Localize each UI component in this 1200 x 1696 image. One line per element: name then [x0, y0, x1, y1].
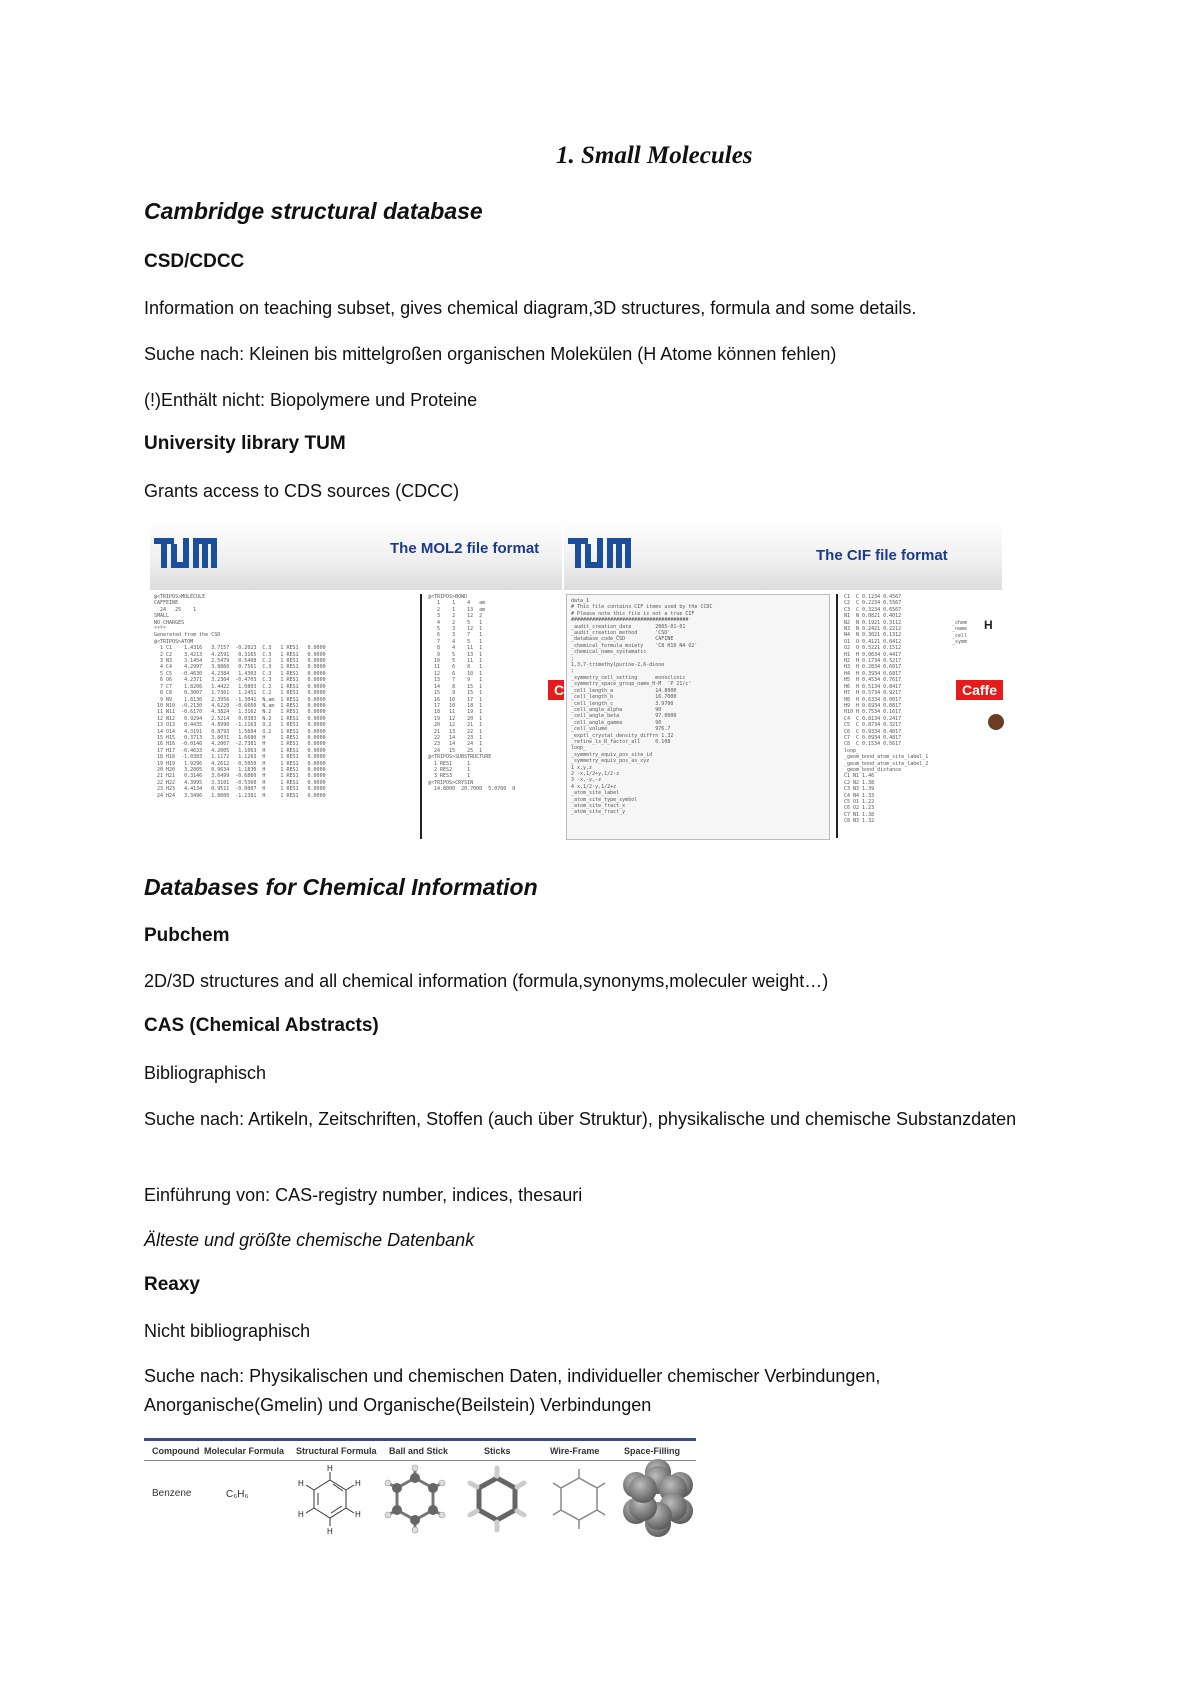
tum-logo-icon	[568, 532, 632, 574]
header-structural-formula: Structural Formula	[296, 1446, 377, 1456]
benzene-representation-table	[144, 1438, 696, 1538]
structural-formula-icon	[292, 1464, 368, 1536]
cif-red-tab: Caffe	[956, 680, 1003, 700]
cif-code-right: C1 C 0.1234 0.4567 C2 C 0.2234 0.5567 C3 C 0.3234 0.6567 N1 N 0.0821 0.4012 N2 N 0.1921 0.3112 N3 N 0.2421 0.2212 N4 N 0.3021 0.1312 O1 O 0.4121 0.0412 O2 O 0.5221 0.1512 H1 H 0.0634 0.4417 H2 H 0.1734 0.5217 H3 H 0.2834 0.6017 H4 H 0.3934 0.6817 H5 H 0.4534 0.7617 H6 H 0.5134 0.8417 H7 H 0.5734 0.9217 H8 H 0.6334 0.0017 H9 H 0.6934 0.0817 H10 H 0.7534 0.1617 C4 C 0.8134 0.2417 C5 C 0.8734 0.3217 C6 C 0.9334 0.4017 C7 C 0.0934 0.4817 C8 C 0.1534 0.5617 loop_ _geom_bond_atom_site_label_1 _geom_bond_atom_site_label_2 _geom_bond_distance C1 N1 1.46 C2 N2 1.38 C3 N3 1.39 C4 N4 1.33 C5 O1 1.22 C6 O2 1.23 C7 N1 1.38 C8 N3 1.32	[844, 594, 929, 825]
cif-code-left: data_1 # This file contains CIF items used by the CCDC # Please note this file is not a true CIF ####################################### _audit_creation_date 2005-01-01 _audit_creation_method 'CSD' _database_code_CSD CAFINE _chemical_formula_moiety 'C8 H10 N4 O2' _chemical_name_systematic ; 1,3,7-trimethylpurine-2,6-dione ; _symmetry_cell_setting monoclinic _symmetry_space_group_name_H-M 'P 21/c' _cell_length_a 14.8000 _cell_length_b 16.7000 _cell_length_c 3.9700 _cell_angle_alpha 90 _cell_angle_beta 97.0000 _cell_angle_gamma 90 _cell_volume 976.7 _exptl_crystal_density_diffrn 1.32 _refine_ls_R_factor_all 0.108 loop_ _symmetry_equiv_pos_site_id _symmetry_equiv_pos_as_xyz 1 x,y,z 2 -x,1/2+y,1/2-z 3 -x,-y,-z 4 x,1/2-y,1/2+z _atom_site_label _atom_site_type_symbol _atom_site_fract_x _atom_site_fract_y	[571, 598, 713, 816]
subheading-tum-library: University library TUM	[144, 433, 346, 454]
coffee-bean-icon	[988, 714, 1004, 730]
cif-side-notes: _chem _name _cell _symm	[952, 620, 968, 646]
cell-formula: C₆H₆	[226, 1489, 249, 1500]
svg-text:H: H	[327, 1527, 333, 1536]
page-title: 1. Small Molecules	[556, 142, 753, 169]
mol2-code-right: @<TRIPOS>BOND 1 1 4 am 2 1 13 am 3 2 12 2 4 2 5 1 5 3 12 1 6 3 7 1 7 4 5 1 8 4 11 1 9 5 13 1 10 5 11 1 11 6 8 1 12 6 10 1 13 7 9 1 14 8 15 1 15 9 15 1 16 10 17 1 17 10 18 1 18 11 19 1 19 12 20 1 20 12 21 1 21 13 22 1 22 14 23 1 23 14 24 1 24 15 25 1 @<TRIPOS>SUBSTRUCTURE 1 RES1 1 2 RES2 1 3 RES3 1 @<TRIPOS>CRYSIN 14.8000 20.7000 5.0700 0	[428, 594, 516, 793]
svg-text:H: H	[355, 1479, 361, 1488]
subheading-pubchem: Pubchem	[144, 925, 230, 946]
cif-slide-title: The CIF file format	[816, 547, 948, 564]
ball-and-stick-icon	[380, 1464, 450, 1534]
svg-text:H: H	[298, 1479, 304, 1488]
svg-text:H: H	[327, 1464, 333, 1473]
svg-text:H: H	[298, 1510, 304, 1519]
mol2-divider	[420, 594, 422, 839]
cif-slide	[564, 520, 1002, 845]
paragraph-csd-excludes: (!)Enthält nicht: Biopolymere und Proteine	[144, 390, 478, 410]
paragraph-cas-intro: Einführung von: CAS-registry number, indices, thesauri	[144, 1185, 583, 1205]
subheading-cas: CAS (Chemical Abstracts)	[144, 1015, 379, 1036]
header-wire-frame: Wire-Frame	[550, 1446, 600, 1456]
cif-hint: H	[984, 618, 993, 632]
file-format-slides-image	[150, 520, 1002, 845]
paragraph-reaxy-biblio: Nicht bibliographisch	[144, 1321, 311, 1341]
paragraph-pubchem: 2D/3D structures and all chemical information (formula,synonyms,moleculer weight…)	[144, 971, 829, 991]
mol2-slide-title: The MOL2 file format	[390, 540, 540, 557]
header-molecular-formula: Molecular Formula	[204, 1446, 285, 1456]
paragraph-csd-info: Information on teaching subset, gives chemical diagram,3D structures, formula and some details.	[144, 298, 917, 318]
subheading-csd-cdcc: CSD/CDCC	[144, 251, 245, 272]
header-compound: Compound	[152, 1446, 200, 1456]
paragraph-cas-oldest: Älteste und größte chemische Datenbank	[144, 1230, 475, 1250]
paragraph-reaxy-search: Suche nach: Physikalischen und chemischen Daten, individueller chemischer Verbindungen, Anorganische(Gmelin) und Organische(Beilstein) Verbindungen	[144, 1366, 881, 1415]
table-top-rule	[144, 1438, 696, 1441]
cif-editor-panel	[566, 594, 830, 840]
header-space-filling: Space-Filling	[624, 1446, 681, 1456]
section-heading-csd: Cambridge structural database	[144, 198, 483, 224]
header-ball-and-stick: Ball and Stick	[389, 1446, 449, 1456]
header-sticks: Sticks	[484, 1446, 511, 1456]
svg-text:H: H	[355, 1510, 361, 1519]
paragraph-csd-search: Suche nach: Kleinen bis mittelgroßen organischen Molekülen (H Atome können fehlen)	[144, 344, 837, 364]
space-filling-icon	[618, 1458, 698, 1538]
table-header-row	[144, 1446, 696, 1461]
tum-logo-icon	[154, 532, 218, 574]
paragraph-cas-biblio: Bibliographisch	[144, 1063, 267, 1083]
subheading-reaxy: Reaxy	[144, 1274, 200, 1295]
wire-frame-icon	[544, 1464, 614, 1534]
paragraph-cas-search: Suche nach: Artikeln, Zeitschriften, Stoffen (auch über Struktur), physikalische und chemische Substanzdaten	[144, 1109, 1017, 1129]
cif-divider	[836, 594, 838, 838]
mol2-slide	[150, 520, 565, 845]
mol2-red-tab: C	[548, 680, 570, 700]
cell-compound: Benzene	[152, 1488, 192, 1499]
paragraph-tum-access: Grants access to CDS sources (CDCC)	[144, 481, 460, 501]
mol2-code-left: @<TRIPOS>MOLECULE CAFFEINE 24 25 1 SMALL NO_CHARGES **** Generated from the CSD @<TRIPOS>ATOM 1 C1 1.4316 3.7157 -0.2023 C.3 1 RES1 0.0000 2 C2 3.4213 4.2591 0.3165 C.3 1 RES1 0.0000 3 N3 3.1454 2.5479 0.5408 C.2 1 RES1 0.0000 4 C4 4.2997 3.8860 0.7561 C.3 1 RES1 0.0000 5 C5 -0.4630 4.2384 1.4303 C.3 1 RES1 0.0000 6 O6 4.2371 3.2304 -0.4703 C.3 1 RES1 0.0000 7 C7 1.8206 1.4422 1.0803 C.2 1 RES1 0.0000 8 C8 0.3007 1.7361 1.2451 C.2 1 RES1 0.0000 9 N9 1.8130 2.3956 -1.3041 N.am 1 RES1 0.0000 10 N10 -0.2130 4.6220 -0.6660 N.am 1 RES1 0.0000 11 N11 -0.6170 4.3824 1.3162 N.2 1 RES1 0.0000 12 N12 0.9294 2.5214 0.0383 N.2 1 RES1 0.0000 13 O13 0.4435 4.8990 -1.1163 O.2 1 RES1 0.0000 14 O14 4.3191 0.8793 1.5604 O.2 1 RES1 0.0000 15 H15 0.3713 3.8031 1.6680 H 1 RES1 0.0000 16 H16 -0.0146 4.2007 -2.7381 H 1 RES1 0.0000 17 H17 -0.4633 4.2005 1.1063 H 1 RES1 0.0000 18 H18 -1.0383 1.1172 1.1263 H 1 RES1 0.0000 19 H19 1.9296 4.2612 0.5050 H 1 RES1 0.0000 20 H20 3.2005 0.9634 1.1830 H 1 RES1 0.0000 21 H21 0.3146 3.6499 -0.6860 H 1 RES1 0.0000 22 H22 4.3995 3.3101 -0.5360 H 1 RES1 0.0000 23 H23 4.4134 0.9511 -0.0007 H 1 RES1 0.0000 24 H24 3.3496 1.8000 -1.2381 H 1 RES1 0.0000	[154, 594, 326, 799]
section-heading-databases: Databases for Chemical Information	[144, 874, 538, 900]
sticks-icon	[462, 1464, 532, 1534]
